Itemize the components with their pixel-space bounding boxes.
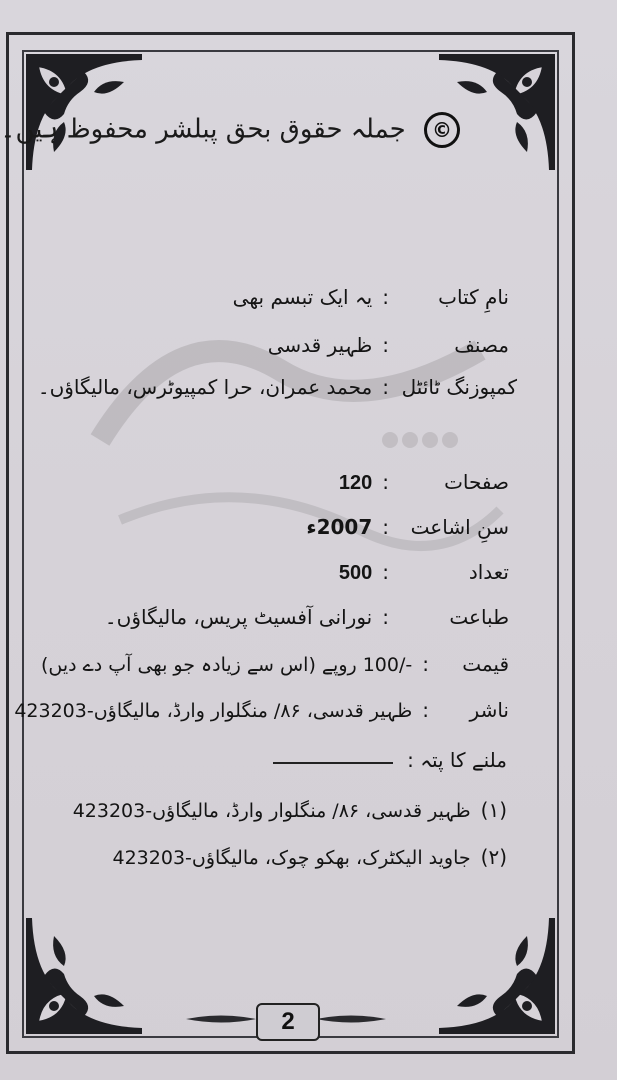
detail-label: ناشر	[469, 698, 509, 722]
detail-value: نورانی آفسیٹ پریس، مالیگاؤں۔	[104, 605, 373, 629]
ornament-corner-icon	[24, 916, 144, 1036]
copyright-text: جملہ حقوق بحق پبلشر محفوظ ہیں۔	[0, 114, 406, 145]
detail-value: یہ ایک تبسم بھی	[232, 285, 373, 309]
detail-label: قیمت	[462, 652, 509, 676]
page-number: 2	[256, 1003, 320, 1041]
address-text: جاوید الیکٹرک، بھکو چوک، مالیگاؤں-423203	[112, 847, 471, 869]
detail-row-author	[268, 333, 509, 357]
address-marker: (۱)	[480, 798, 507, 822]
detail-row-pages	[339, 470, 509, 495]
detail-value: محمد عمران، حرا کمپیوٹرس، مالیگاؤں۔	[37, 375, 373, 399]
copyright-notice	[0, 112, 460, 148]
address-text: ظہیر قدسی، ۸۶/ منگلوار وارڈ، مالیگاؤں-423203	[72, 800, 471, 822]
detail-label: کمپوزنگ ٹائٹل	[401, 375, 517, 399]
detail-label: تعداد	[468, 560, 509, 584]
ornament-corner-icon	[437, 916, 557, 1036]
separator: :	[382, 375, 389, 399]
detail-row-copies	[339, 560, 509, 585]
address-heading: ملنے کا پتہ :	[407, 748, 507, 772]
detail-label: مصنف	[454, 333, 509, 357]
separator: :	[382, 470, 389, 494]
heading-rule	[273, 762, 393, 764]
detail-label: صفحات	[444, 470, 509, 494]
detail-row-composing	[38, 375, 517, 399]
separator: :	[422, 698, 429, 722]
detail-label: سنِ اشاعت	[410, 515, 509, 539]
detail-value: -/100 روپے (اس سے زیادہ جو بھی آپ دے دیں)	[40, 654, 413, 676]
detail-row-printing	[105, 605, 509, 629]
detail-value: 500	[338, 562, 373, 584]
detail-label: نامِ کتاب	[438, 285, 509, 309]
detail-value: ظہیر قدسی، ۸۶/ منگلوار وارڈ، مالیگاؤں-423203	[14, 700, 413, 722]
separator: :	[382, 285, 389, 309]
copyright-icon: ©	[424, 112, 460, 148]
separator: :	[382, 333, 389, 357]
detail-value: ظہیر قدسی	[267, 333, 373, 357]
detail-value: 2007ء	[306, 515, 373, 539]
detail-row-title	[233, 285, 509, 309]
detail-row-year	[306, 515, 509, 539]
separator: :	[422, 652, 429, 676]
address-item	[113, 845, 508, 869]
separator: :	[382, 605, 389, 629]
page-ornament-left-icon	[186, 1012, 256, 1026]
separator: :	[382, 560, 389, 584]
address-heading-row	[273, 748, 507, 772]
separator: :	[382, 515, 389, 539]
detail-row-price	[41, 652, 509, 676]
page-ornament-right-icon	[316, 1012, 386, 1026]
detail-label: طباعت	[449, 605, 509, 629]
address-item	[73, 798, 507, 822]
detail-value: 120	[338, 472, 373, 494]
address-marker: (۲)	[480, 845, 507, 869]
detail-row-publisher	[14, 698, 509, 722]
